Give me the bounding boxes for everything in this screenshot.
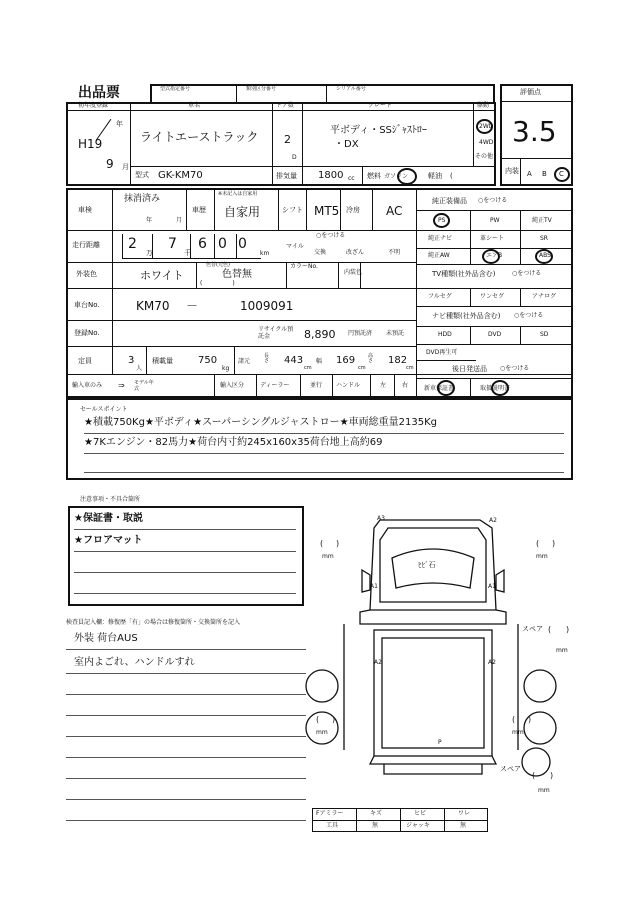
diag-paren-l2: ( <box>536 539 540 548</box>
displacement-value: 1800 <box>318 170 344 181</box>
capacity-label: 定員 <box>78 357 92 365</box>
kg-unit: kg <box>222 365 230 372</box>
equip-leather: 革シート <box>480 235 505 242</box>
chassis-prefix: KM70 <box>136 299 170 313</box>
tv-analog: アナログ <box>532 293 557 300</box>
mileage-digit-3: 6 <box>198 236 207 252</box>
chassis-label: 車台No. <box>74 301 100 309</box>
width-value: 169 <box>336 355 356 366</box>
navi-mark-label: ○をつける <box>514 312 544 319</box>
fuel-circle <box>397 168 417 185</box>
diag-p: P <box>438 739 442 746</box>
legend-h2: キズ <box>370 810 382 817</box>
unknown-label: 不明 <box>388 249 401 256</box>
diag-spare-top: スペア <box>522 625 543 633</box>
inspector-label: 検査員記入欄：修復歴「有」の場合は修復箇所・交換箇所を記入 <box>66 619 241 626</box>
first-reg-label: 初年度登録 <box>78 102 109 109</box>
interior-color-label: 内装色 <box>344 269 363 276</box>
chassis-number: 1009091 <box>240 299 294 313</box>
height-value: 182 <box>388 355 408 366</box>
sales-label: セールスポイント <box>80 406 128 413</box>
legend-v3: ジャッキ <box>406 822 430 829</box>
car-name-label: 車名 <box>188 102 201 109</box>
diag-paren-l4: ( <box>316 715 320 724</box>
dim-label: 諸元 <box>238 358 251 365</box>
diag-a2-left: A2 <box>374 659 382 666</box>
tv-fullseg: フルセグ <box>428 293 452 300</box>
diag-a2-right: A2 <box>488 659 496 666</box>
spare-wheel <box>522 748 550 776</box>
ac-value: AC <box>386 204 403 218</box>
drive-2wd: 2WD <box>479 123 494 130</box>
mileage-label: 走行距離 <box>72 241 100 249</box>
yen-label: 円預託済 <box>348 330 373 337</box>
exterior-color-label: 外装色 <box>76 270 97 278</box>
fuel-label: 燃料 <box>367 172 381 180</box>
height-label: 高さ <box>368 353 374 364</box>
drive-4wd: 4WD <box>479 139 494 146</box>
left-label: 左 <box>380 382 387 389</box>
navi-sd: SD <box>540 331 549 338</box>
equipment-mark-label: ○をつける <box>478 197 508 204</box>
diag-mm-6: mm <box>538 787 550 794</box>
navi-dvd-play: DVD再生可 <box>426 349 458 356</box>
diag-a2-top: A2 <box>489 517 497 524</box>
page-title: 出品票 <box>78 85 120 101</box>
doors-value: 2 <box>284 133 291 146</box>
legend-h3: ヒビ <box>414 810 427 817</box>
diag-mm-3: mm <box>556 647 568 654</box>
width-label: 幅 <box>316 358 323 365</box>
mileage-digit-5: 0 <box>238 236 247 252</box>
shift-label: シフト <box>282 206 303 214</box>
grade-circle <box>554 167 570 182</box>
legend-h1: Fアミラー <box>316 810 344 817</box>
docs-warranty: 新車保証書 <box>424 385 455 392</box>
len-value: 443 <box>284 355 304 366</box>
import-label: 輸入車のみ <box>72 382 103 389</box>
diag-paren-r4: ) <box>332 715 336 724</box>
equip-ps: PS <box>438 217 446 224</box>
score-label: 評価点 <box>520 88 541 96</box>
inspector-2: 室内よごれ、ハンドルすれ <box>74 657 195 668</box>
mileage-km: km <box>260 250 270 257</box>
color-no-label: カラーNo. <box>290 263 318 270</box>
color-change: 色替無 <box>222 269 252 280</box>
tv-oneseg: ワンセグ <box>480 293 505 300</box>
fuel-paren: ( <box>450 172 453 180</box>
history-note: ※未記入は自家用 <box>218 191 258 197</box>
capacity-value: 3 <box>128 355 135 366</box>
equip-tv: 純正TV <box>532 217 552 224</box>
recycle-value: 8,890 <box>304 328 336 341</box>
import-class-label: 輸入区分 <box>220 382 245 389</box>
len-cm: cm <box>304 365 312 371</box>
grade-label: グレード <box>368 102 393 109</box>
inspection-label: 車検 <box>78 206 92 214</box>
len-label: 長さ <box>264 353 270 364</box>
equip-airbag: エアB <box>486 252 503 259</box>
airbag-circle <box>482 249 503 264</box>
reg-label: 登録No. <box>74 329 100 337</box>
car-diagram <box>300 500 570 800</box>
diag-spare-bottom: スペア <box>500 765 521 773</box>
diag-a1-right: A1 <box>488 583 496 590</box>
fuel-type-label: 軽油 <box>428 172 442 180</box>
serial-label: シリアル番号 <box>336 86 366 92</box>
grade-c: C <box>559 170 564 178</box>
wheel-front-right <box>524 670 556 702</box>
car-name: ライトエーストラック <box>140 130 259 144</box>
model-cert-label: 型式指定番号 <box>160 86 191 92</box>
diag-paren-r3: ) <box>566 625 570 634</box>
diag-mm-2: mm <box>536 553 548 560</box>
equip-aw: 純正AW <box>428 252 450 259</box>
sales-line1: ★積載750Kg★平ボディ★スーパーシングルジャストロー★車両総重量2135Kg <box>84 417 438 428</box>
header-cert-box <box>150 84 495 104</box>
grade-a: A <box>527 170 532 178</box>
manual-circle <box>491 380 509 396</box>
tv-mark-label: ○をつける <box>512 270 542 277</box>
cc-unit: cc <box>348 175 355 182</box>
warranty-circle <box>437 380 455 396</box>
mileage-mark-label: ○をつける <box>316 232 346 239</box>
orig-color-label: 色替(元色) <box>206 262 230 268</box>
swap-label: 交換 <box>314 249 327 256</box>
mile-label: マイル <box>286 243 304 250</box>
left-mirror <box>362 570 370 592</box>
navi-dvd: DVD <box>488 331 502 338</box>
grade-b: B <box>542 170 547 178</box>
height-cm: cm <box>406 365 414 371</box>
note-1: ★保証書・取説 <box>74 513 143 524</box>
diag-paren-l3: ( <box>548 625 552 634</box>
diag-paren-r2: ) <box>552 539 556 548</box>
docs-manual: 取扱説明書 <box>480 385 511 392</box>
tv-label: TV種類(社外品含む) <box>432 270 496 278</box>
ac-label: 冷房 <box>346 206 360 214</box>
month-unit: 月 <box>122 163 129 171</box>
notes-label: 注意事項・不具合箇所 <box>80 496 141 503</box>
exterior-color: ホワイト <box>140 269 184 282</box>
chassis-dash: － <box>186 299 199 313</box>
grade-line1: 平ボディ・SSｼﾞｬｽﾄﾛｰ <box>330 125 427 136</box>
first-reg-month: 9 <box>106 157 114 171</box>
legend-v4: 無 <box>460 822 467 829</box>
first-reg-era: H19 <box>78 137 103 151</box>
drive-circle <box>476 119 493 134</box>
drive-other: その他 <box>475 153 494 160</box>
mileage-sen: 千 <box>184 249 191 257</box>
legend-h4: ワレ <box>458 810 471 817</box>
person-unit: 人 <box>136 365 143 372</box>
right-label: 右 <box>402 382 409 389</box>
mileage-man: 万 <box>146 249 153 257</box>
diag-a3: A3 <box>377 515 385 522</box>
unpaid-label: 未預託 <box>386 330 405 337</box>
recycle-label: リサイクル預託金 <box>258 326 294 341</box>
mileage-digit-4: 0 <box>218 236 227 252</box>
equip-sr: SR <box>540 235 548 242</box>
docs-mark-label: ○をつける <box>500 365 530 372</box>
dealer-label: ディーラー <box>260 382 290 389</box>
equip-pw: PW <box>490 217 500 224</box>
diag-mm-4: mm <box>316 729 328 736</box>
load-label: 積載量 <box>152 357 173 365</box>
equipment-label: 純正装備品 <box>432 197 467 205</box>
drive-label: 駆動 <box>477 102 490 109</box>
navi-label: ナビ種類(社外品含む) <box>432 312 501 320</box>
shift-value: MT5 <box>314 204 340 218</box>
score-value: 3.5 <box>512 115 557 148</box>
model-year-label: モデル年式 <box>134 380 154 392</box>
inspector-1: 外装 荷台AUS <box>74 633 138 644</box>
diag-a1-left: A1 <box>370 583 378 590</box>
diag-paren-l6: ( <box>532 771 536 780</box>
abs-circle <box>535 249 553 264</box>
color-paren: ( ) <box>200 280 235 287</box>
import-arrow: ⇒ <box>118 381 125 390</box>
fuel-value: ガソリン <box>384 173 409 180</box>
history-value: 自家用 <box>224 205 261 219</box>
truck-bed <box>374 630 492 756</box>
interior-label: 内装 <box>505 167 519 175</box>
diag-mm-5: mm <box>512 729 524 736</box>
parallel-label: 並行 <box>310 382 323 389</box>
handle-label: ハンドル <box>336 382 361 389</box>
diag-paren-r1: ) <box>336 539 340 548</box>
load-value: 750 <box>198 355 218 366</box>
history-label: 車歴 <box>192 206 206 214</box>
model-value: GK-KM70 <box>158 170 203 181</box>
door-d: D <box>292 154 297 161</box>
displacement-label: 排気量 <box>276 172 297 180</box>
navi-hdd: HDD <box>438 331 452 338</box>
mileage-digit-1: 2 <box>128 236 137 252</box>
wheel-front-left <box>306 670 338 702</box>
note-2: ★フロアマット <box>74 535 143 546</box>
diag-paren-l1: ( <box>320 539 324 548</box>
class-label: 類別区分番号 <box>246 86 277 92</box>
legend-v2: 無 <box>372 822 379 829</box>
grade-line2: ・DX <box>334 139 359 150</box>
sales-line2: ★7Kエンジン・82馬力★荷台内寸約245x160x35荷台地上高約69 <box>84 437 383 448</box>
ps-circle <box>433 213 450 228</box>
legend-v1: 工具 <box>326 822 339 829</box>
equip-navi: 純正ナビ <box>428 235 453 242</box>
inspection-value: 抹消済み <box>124 194 161 204</box>
tamper-label: 改ざん <box>346 249 365 256</box>
inspection-year: 年 <box>146 217 153 224</box>
width-cm: cm <box>358 365 366 371</box>
diag-windshield: ﾋﾋﾞ石 <box>418 561 436 569</box>
doors-label: ドア数 <box>276 102 294 109</box>
inspection-month: 月 <box>176 217 183 224</box>
diag-mm-1: mm <box>322 553 334 560</box>
diag-paren-r5: ) <box>528 715 532 724</box>
equip-abs: ABS <box>539 252 551 259</box>
docs-label: 後日発送品 <box>452 365 487 373</box>
mileage-digit-2: 7 <box>168 236 177 252</box>
model-prefix: 型式 <box>135 171 149 179</box>
diag-paren-l5: ( <box>512 715 516 724</box>
diag-paren-r6: ) <box>550 771 554 780</box>
right-mirror <box>496 570 504 592</box>
year-unit: 年 <box>116 120 123 128</box>
